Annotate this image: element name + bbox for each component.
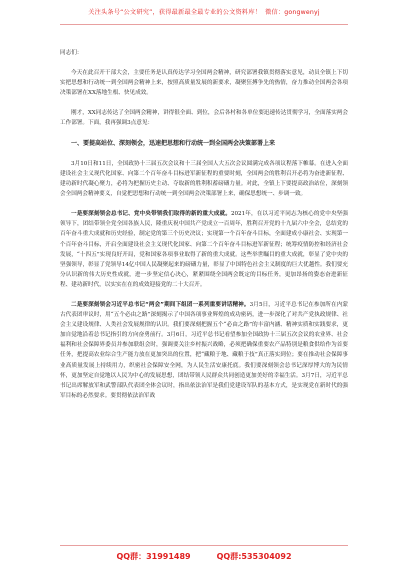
intro-paragraph: 今天在此召开干部大会，主要任务是认真传达学习全国两会精神，研究部署我镇贯彻落实意见，动员全镇上下切实把思想和行动统一到全国两会精神上来，按照高质量发展的新要求，凝聚狂搏争先的热情，奋力推动全国两会各项决策部署在XX落地生根、快见成效。 [60,70,348,97]
paragraph-text: 3月10日和11日，全国政协十三届五次会议和十三届全国人大五次会议圆满完成各项议程落下帷幕。在进入全面建设社会主义现代化国家、向第二个百年奋斗目标进军新征程的重要时刻，全国两会的胜利召开必将为奋进新征程、建功新时代凝心聚力，必将为把握历史主动、夺取新的胜利积蓄磅礴力量。对此，全镇上下要提高政治站位，深刻领会全国两会精神要义，自觉把思想和行动统一到全国两会决策部署上来，确保思想统一、步调一致。 [60,160,348,198]
footer-qq-group-2: QQ群:535304092 [216,552,292,561]
document-body [60,30,348,401]
intro-paragraph: 刚才，XX同志传达了全国两会精神，讲得很全面、到位，会后各村和各单位要迅速传达贯彻学习，全面落实两会工作部署。下面，我再强调3点意见： [60,110,348,127]
body-paragraph [60,159,348,199]
paragraph-text: 2021年，在以习近平同志为核心的党中央坚强领导下，团结带领全党全国各族人民，隆重庆祝中国共产党成立一百周年，胜利召开党的十九届六中全会，总结党的百年奋斗重大成就和历史经验，制定党的第三个历史决议；实现第一个百年奋斗目标，全面建成小康社会、实现第一个百年奋斗目标，开启全面建设社会主义现代化国家、向第二个百年奋斗目标进军新征程；统筹疫情防控和经济社会发展，“十四五”实现良好开局，党和国家各项事业取得了新的重大成就。这些举世瞩目的重大成就，彰显了党中央的坚强领导，彰显了党领导14亿中国人民凝聚起来的磅礴力量，彰显了中国特色社会主义制度的巨大优越性。我们要充分认识新的伟大历史性成就，进一步坚定信心决心，紧紧围绕全国两会既定的目标任务，更加昂扬的姿态奋进新征程、建功新时代，以实实在在的成效迎接党的二十大召开。 [60,211,348,288]
paragraph-gap [60,290,348,300]
banner-wechat-text: 微信：gongwenyj [265,8,320,16]
paragraph-gap [60,129,348,139]
paragraph-lead: 二是要深刻领会习近平总书记“两会”期间下组团一系列重要讲话精神。 [71,301,250,308]
paragraph-lead: 一是要深刻领会总书记、党中央带领我们取得的新的重大成就。 [71,211,231,218]
salutation: 同志们： [60,50,83,56]
footer [0,551,408,562]
body-paragraph [60,209,348,290]
header-divider [60,24,348,25]
section-heading: 一、要提高站位、深刻领会，迅速把思想和行动统一到全国两会决策部署上来 [71,139,276,147]
footer-divider [60,545,348,546]
banner-promo-text: 关注头条号“公文研究”，获得最新最全最专业的公文资料库！ [88,8,262,16]
body-paragraph [60,300,348,401]
paragraph-text: 3月5日，习近平总书记在参加所在内蒙古代表团审议时，用“五个必由之路”深刻揭示了中国各项事业辉煌的成功密码，进一步深化了对共产党执政规律、社会主义建设规律、人类社会发展规律的认识。我们要深刻把握五个“必由之路”的丰富内涵、精神实质和实践要求，更加自觉地沿着总书记指引的方向奋勇前行。3月6日，习近平总书记看望参加全国政协十三届五次会议的农业界、社会福利和社会保障界委员并参加联组会时，强调要关注乡村振兴战略，必须把确保重要农产品特别是粮食供给作为首要任务，把提高农业综合生产能力放在更加突出的位置，把“藏粮于地、藏粮于技”真正落实到位；要在推动社会保障事业高质量发展上持续用力，织密社会保障安全网，为人民生活安康托底。我们要深刻领会总书记深厚博大的为民情怀，更加坚定自觉地以人民为中心的发展思想，团结带领人民群众共同创造更加美好的幸福生活。3月7日，习近平总书记出席解放军和武警部队代表团全体会议时，指出依法治军是我们党建设军队的基本方式，是实现党在新时代的强军目标的必然要求。要贯彻依法治军战 [60,301,349,399]
paragraph-gap [60,149,348,159]
header-banner [0,0,408,22]
paragraph-gap [60,98,348,108]
footer-qq-group-1: QQ群：31991489 [116,552,191,561]
paragraph-gap [60,199,348,209]
